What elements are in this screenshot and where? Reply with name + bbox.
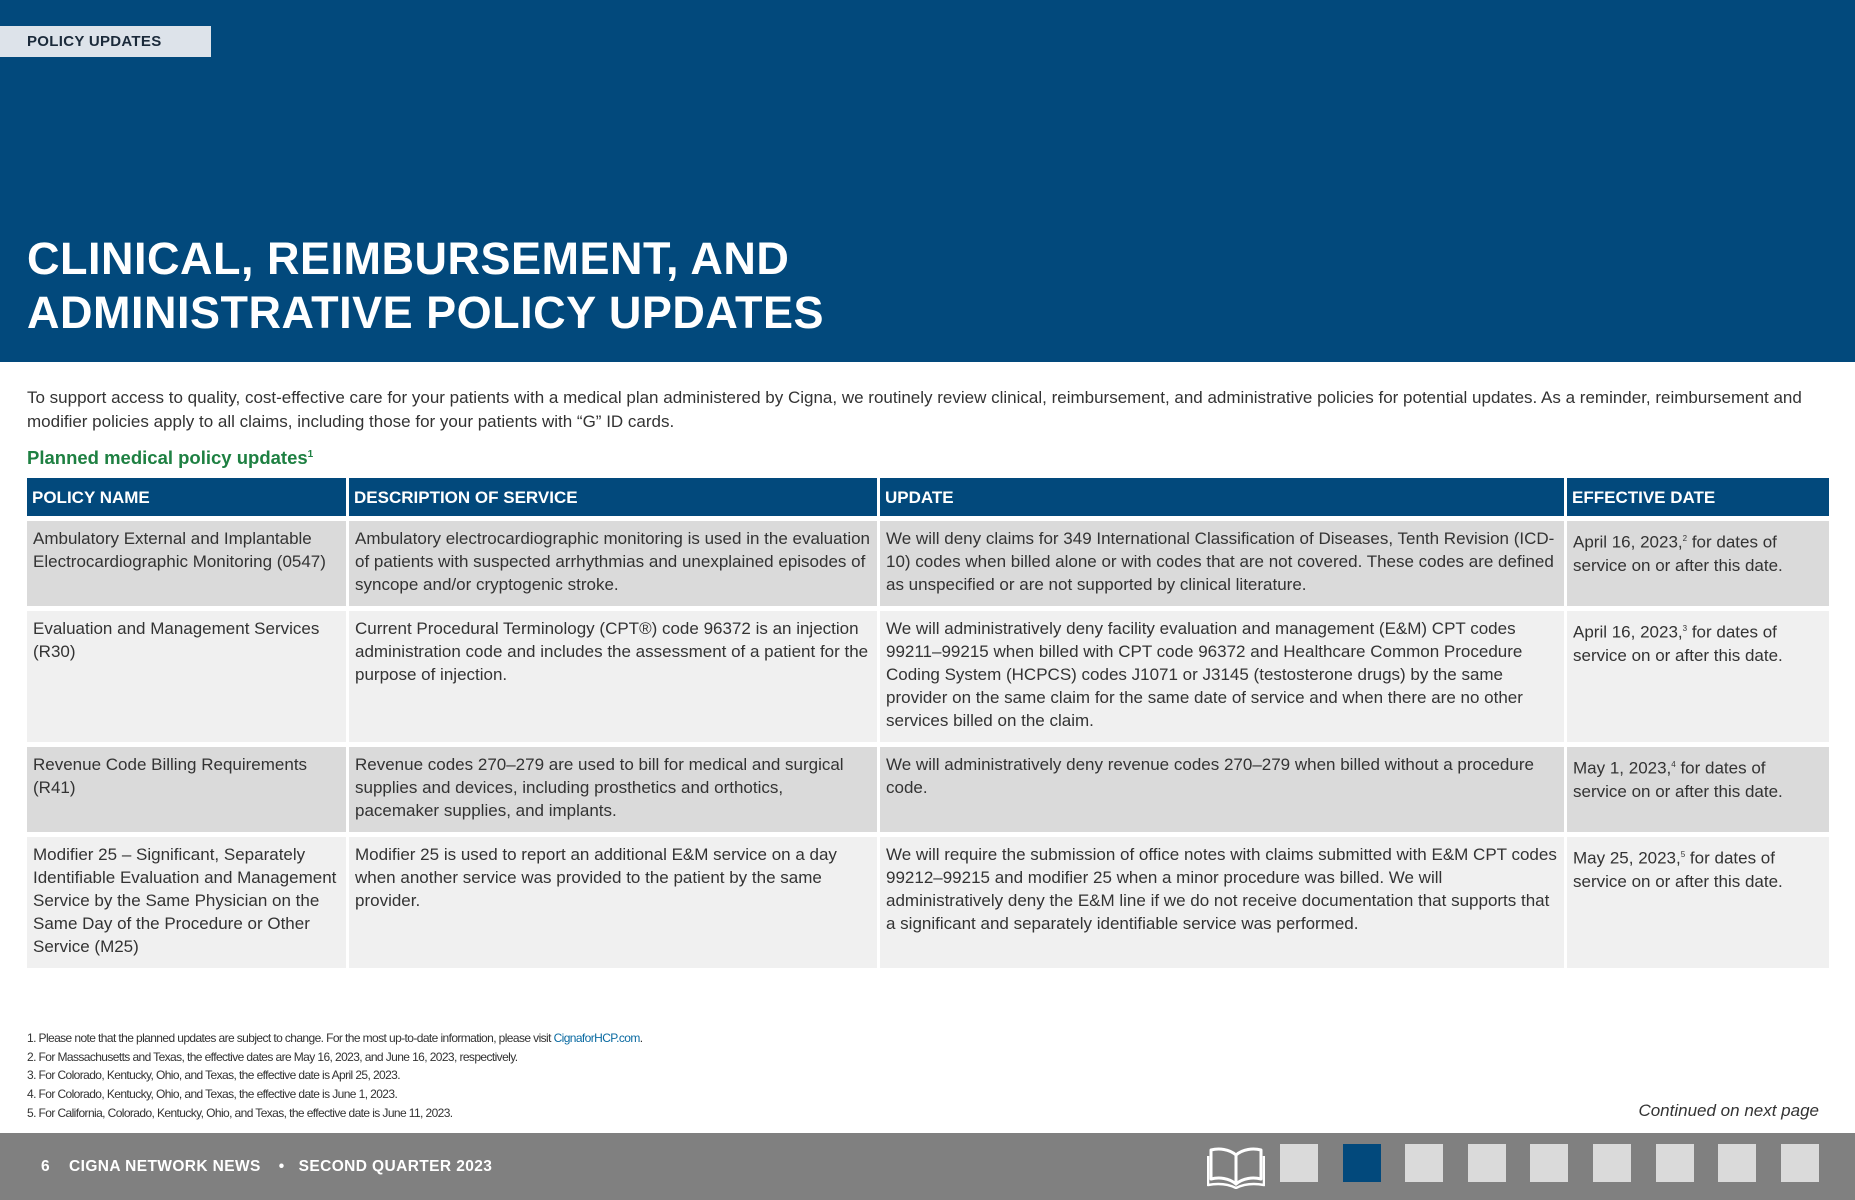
header-banner [0, 0, 1855, 362]
effective-date: April 16, 2023, [1573, 532, 1683, 552]
footer-separator: • [278, 1158, 285, 1175]
effective-date-footnote-ref: 3 [1682, 624, 1688, 633]
issue-label: SECOND QUARTER 2023 [298, 1158, 493, 1175]
policy-name-cell: Evaluation and Management Services (R30) [27, 611, 346, 747]
footnote-1-text: 1. Please note that the planned updates are subject to change. For the most up-to-date information, please visit [27, 1031, 554, 1045]
effective-date: May 25, 2023, [1573, 848, 1681, 868]
page-nav-square-4[interactable] [1468, 1144, 1506, 1182]
page-title-line-2: ADMINISTRATIVE POLICY UPDATES [27, 287, 825, 338]
policy-name-cell: Modifier 25 – Significant, Separately Identifiable Evaluation and Management Service by the Same Physician on the Same Day of the Procedure or Other Service (M25) [27, 837, 346, 973]
policy-name-cell: Revenue Code Billing Requirements (R41) [27, 747, 346, 837]
subheading-text: Planned medical policy updates [27, 447, 308, 468]
page-nav-square-8[interactable] [1718, 1144, 1756, 1182]
effective-date-footnote-ref: 5 [1680, 850, 1686, 859]
description-cell: Current Procedural Terminology (CPT®) code 96372 is an injection administration code and includes the assessment of a patient for the purpose of injection. [349, 611, 877, 747]
publication-name: CIGNA NETWORK NEWS [69, 1158, 261, 1175]
effective-date-cell [1567, 611, 1829, 747]
update-cell: We will administratively deny facility evaluation and management (E&M) CPT codes 99211–99215 when billed with CPT code 96372 and Healthcare Common Procedure Coding System (HCPCS) codes J1071 or J3145 (testosterone drugs) by the same provider on the same claim for the same date of service and when there are no other services billed on the claim. [880, 611, 1564, 747]
description-cell: Modifier 25 is used to report an additional E&M service on a day when another service was provided to the patient by the same provider. [349, 837, 877, 973]
page-title [27, 232, 824, 340]
footnote-5: 5. For California, Colorado, Kentucky, Ohio, and Texas, the effective date is June 11, 2023. [27, 1105, 453, 1120]
table-row [27, 837, 1829, 973]
column-header-effective-date: EFFECTIVE DATE [1567, 478, 1829, 521]
footnotes [27, 1029, 642, 1123]
footnote-1-end: . [639, 1031, 643, 1045]
table-row [27, 747, 1829, 837]
update-cell: We will deny claims for 349 International Classification of Diseases, Tenth Revision (ICD-10) codes when billed alone or with codes that are not covered. These codes are defined as unspecified or are not supported by clinical literature. [880, 521, 1564, 611]
column-header-policy-name: POLICY NAME [27, 478, 346, 521]
effective-date-cell [1567, 837, 1829, 973]
table-subheading [27, 447, 313, 469]
page-nav-square-3[interactable] [1405, 1144, 1443, 1182]
effective-date-cell [1567, 521, 1829, 611]
open-book-icon[interactable] [1207, 1143, 1265, 1189]
footer-bar [0, 1133, 1855, 1200]
page-nav-square-6[interactable] [1593, 1144, 1631, 1182]
footnote-3: 3. For Colorado, Kentucky, Ohio, and Texas, the effective date is April 25, 2023. [27, 1068, 400, 1083]
description-cell: Revenue codes 270–279 are used to bill for medical and surgical supplies and devices, including prosthetics and orthotics, pacemaker supplies, and implants. [349, 747, 877, 837]
footer-text [41, 1133, 492, 1200]
footnote-4: 4. For Colorado, Kentucky, Ohio, and Texas, the effective date is June 1, 2023. [27, 1087, 398, 1102]
page-nav-square-7[interactable] [1656, 1144, 1694, 1182]
effective-date-note: for dates of service on or after this date. [1573, 532, 1783, 575]
policy-updates-table [24, 478, 1832, 973]
table-row [27, 611, 1829, 747]
page-nav-square-9[interactable] [1781, 1144, 1819, 1182]
effective-date: May 1, 2023, [1573, 758, 1672, 778]
table-header-row [27, 478, 1829, 521]
page-number: 6 [41, 1158, 51, 1175]
page-title-line-1: CLINICAL, REIMBURSEMENT, AND [27, 233, 790, 284]
table-row [27, 521, 1829, 611]
policy-name-cell: Ambulatory External and Implantable Electrocardiographic Monitoring (0547) [27, 521, 346, 611]
page-nav-square-5[interactable] [1530, 1144, 1568, 1182]
subheading-footnote-ref: 1 [307, 448, 314, 460]
effective-date-footnote-ref: 4 [1671, 760, 1676, 769]
effective-date-cell [1567, 747, 1829, 837]
effective-date: April 16, 2023, [1573, 622, 1683, 642]
description-cell: Ambulatory electrocardiographic monitoring is used in the evaluation of patients with suspected arrhythmias and unexplained episodes of syncope and/or cryptogenic stroke. [349, 521, 877, 611]
continued-note: Continued on next page [1638, 1101, 1819, 1120]
effective-date-note: for dates of service on or after this date. [1573, 848, 1783, 891]
column-header-description: DESCRIPTION OF SERVICE [349, 478, 877, 521]
update-cell: We will require the submission of office notes with claims submitted with E&M CPT codes 99212–99215 and modifier 25 when a minor procedure was billed. We will administratively deny the E&M line if we do not receive documentation that supports that a significant and separately identifiable service was performed. [880, 837, 1564, 973]
effective-date-note: for dates of service on or after this date. [1573, 758, 1783, 801]
page-nav-square-2[interactable] [1343, 1144, 1381, 1182]
intro-paragraph: To support access to quality, cost-effective care for your patients with a medical plan administered by Cigna, we routinely review clinical, reimbursement, and administrative policies for potential updates. As a reminder, reimbursement and modifier policies apply to all claims, including those for your patients with “G” ID cards. [27, 388, 1802, 431]
footnote-1 [27, 1029, 642, 1048]
cignaforhcp-link[interactable]: CignaforHCP.com [553, 1031, 640, 1045]
column-header-update: UPDATE [880, 478, 1564, 521]
page-nav-square-1[interactable] [1280, 1144, 1318, 1182]
update-cell: We will administratively deny revenue codes 270–279 when billed without a procedure code. [880, 747, 1564, 837]
effective-date-note: for dates of service on or after this date. [1573, 622, 1783, 665]
footnote-2: 2. For Massachusetts and Texas, the effective dates are May 16, 2023, and June 16, 2023, respectively. [27, 1049, 518, 1064]
effective-date-footnote-ref: 2 [1682, 534, 1688, 543]
section-tag: POLICY UPDATES [0, 26, 211, 57]
